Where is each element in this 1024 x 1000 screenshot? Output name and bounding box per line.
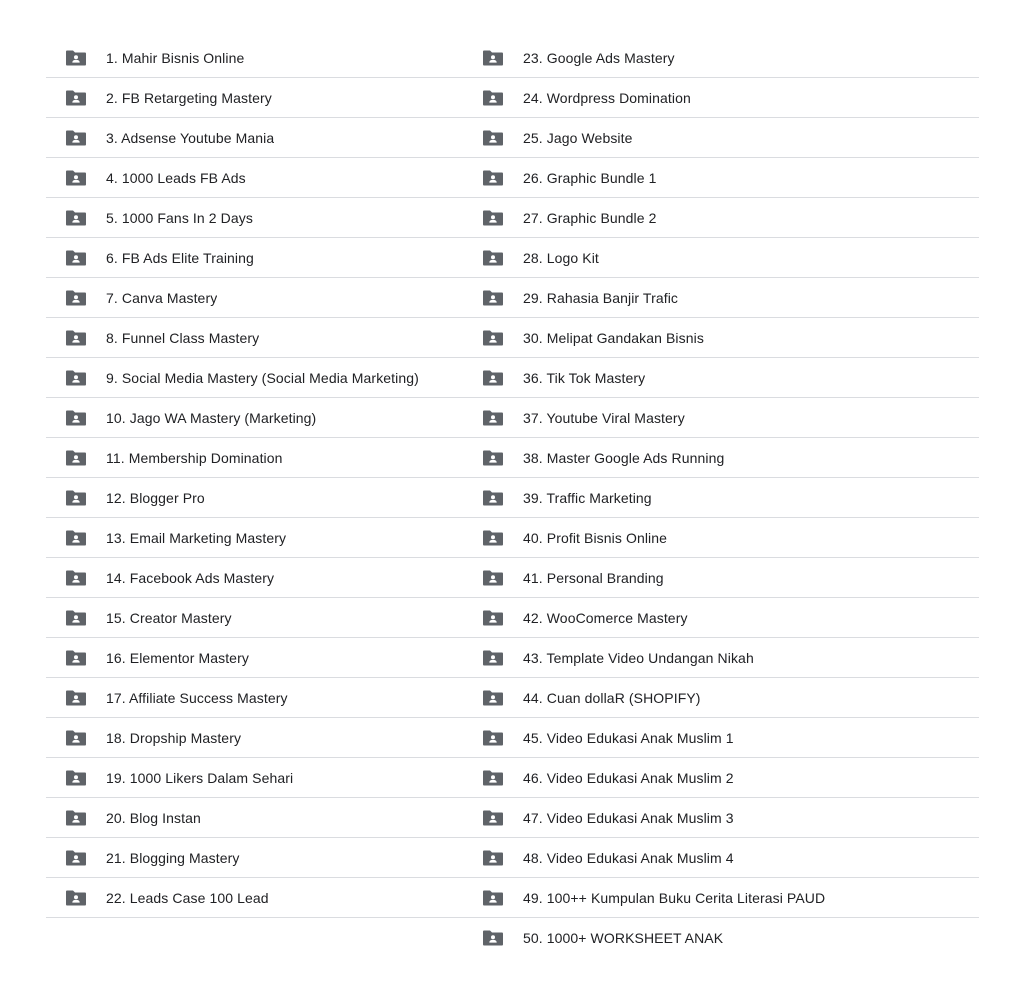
shared-folder-icon bbox=[65, 90, 87, 106]
folder-name: 9. Social Media Mastery (Social Media Marketing) bbox=[106, 369, 419, 386]
folder-row[interactable] bbox=[46, 398, 464, 438]
folder-name: 25. Jago Website bbox=[523, 129, 633, 146]
folder-row[interactable] bbox=[46, 558, 464, 598]
folder-name: 42. WooComerce Mastery bbox=[523, 609, 688, 626]
folder-row[interactable] bbox=[463, 678, 979, 718]
folder-name: 7. Canva Mastery bbox=[106, 289, 218, 306]
folder-name: 5. 1000 Fans In 2 Days bbox=[106, 209, 253, 226]
folder-row[interactable] bbox=[46, 358, 464, 398]
folder-row[interactable] bbox=[463, 398, 979, 438]
shared-folder-icon bbox=[65, 370, 87, 386]
folder-name: 2. FB Retargeting Mastery bbox=[106, 89, 272, 106]
folder-row[interactable] bbox=[463, 118, 979, 158]
folder-name: 24. Wordpress Domination bbox=[523, 89, 691, 106]
folder-name: 29. Rahasia Banjir Trafic bbox=[523, 289, 679, 306]
folder-list-right bbox=[463, 38, 979, 958]
folder-row[interactable] bbox=[46, 518, 464, 558]
shared-folder-icon bbox=[482, 170, 504, 186]
folder-row[interactable] bbox=[463, 638, 979, 678]
folder-name: 16. Elementor Mastery bbox=[106, 649, 249, 666]
folder-row[interactable] bbox=[46, 678, 464, 718]
folder-name: 37. Youtube Viral Mastery bbox=[523, 409, 685, 426]
folder-name: 50. 1000+ WORKSHEET ANAK bbox=[523, 930, 724, 946]
shared-folder-icon bbox=[482, 490, 504, 506]
folder-name: 39. Traffic Marketing bbox=[523, 489, 652, 506]
folder-row[interactable] bbox=[46, 878, 464, 918]
folder-row[interactable] bbox=[463, 78, 979, 118]
folder-name: 11. Membership Domination bbox=[106, 449, 283, 466]
shared-folder-icon bbox=[482, 570, 504, 586]
folder-name: 14. Facebook Ads Mastery bbox=[106, 569, 275, 586]
shared-folder-icon bbox=[65, 770, 87, 786]
folder-row[interactable] bbox=[46, 638, 464, 678]
shared-folder-icon bbox=[65, 890, 87, 906]
shared-folder-icon bbox=[482, 370, 504, 386]
shared-folder-icon bbox=[65, 50, 87, 66]
folder-name: 18. Dropship Mastery bbox=[106, 729, 242, 746]
folder-name: 46. Video Edukasi Anak Muslim 2 bbox=[523, 769, 734, 786]
shared-folder-icon bbox=[482, 730, 504, 746]
shared-folder-icon bbox=[65, 570, 87, 586]
shared-folder-icon bbox=[65, 690, 87, 706]
folder-row[interactable] bbox=[46, 478, 464, 518]
folder-row[interactable] bbox=[46, 598, 464, 638]
shared-folder-icon bbox=[482, 410, 504, 426]
folder-row[interactable] bbox=[463, 278, 979, 318]
folder-row[interactable] bbox=[463, 478, 979, 518]
shared-folder-icon bbox=[482, 90, 504, 106]
shared-folder-icon bbox=[482, 210, 504, 226]
shared-folder-icon bbox=[65, 810, 87, 826]
shared-folder-icon bbox=[65, 530, 87, 546]
folder-row[interactable] bbox=[463, 318, 979, 358]
folder-name: 1. Mahir Bisnis Online bbox=[106, 49, 245, 66]
folder-name: 30. Melipat Gandakan Bisnis bbox=[523, 329, 704, 346]
folder-name: 17. Affiliate Success Mastery bbox=[106, 689, 288, 706]
shared-folder-icon bbox=[482, 690, 504, 706]
folder-name: 40. Profit Bisnis Online bbox=[523, 529, 668, 546]
shared-folder-icon bbox=[482, 850, 504, 866]
folder-row[interactable] bbox=[46, 118, 464, 158]
shared-folder-icon bbox=[65, 290, 87, 306]
folder-row[interactable] bbox=[463, 38, 979, 78]
shared-folder-icon bbox=[482, 770, 504, 786]
folder-list-left bbox=[46, 38, 464, 918]
shared-folder-icon bbox=[482, 250, 504, 266]
folder-row[interactable] bbox=[46, 718, 464, 758]
folder-row[interactable] bbox=[463, 718, 979, 758]
folder-row[interactable] bbox=[463, 358, 979, 398]
shared-folder-icon bbox=[482, 50, 504, 66]
folder-name: 45. Video Edukasi Anak Muslim 1 bbox=[523, 729, 734, 746]
folder-row[interactable] bbox=[46, 238, 464, 278]
shared-folder-icon bbox=[482, 330, 504, 346]
folder-name: 28. Logo Kit bbox=[523, 249, 599, 266]
folder-name: 43. Template Video Undangan Nikah bbox=[523, 649, 754, 666]
folder-name: 3. Adsense Youtube Mania bbox=[106, 129, 275, 146]
shared-folder-icon bbox=[65, 450, 87, 466]
folder-name: 49. 100++ Kumpulan Buku Cerita Literasi PAUD bbox=[523, 889, 826, 906]
folder-row[interactable] bbox=[46, 278, 464, 318]
folder-row[interactable] bbox=[46, 198, 464, 238]
folder-name: 26. Graphic Bundle 1 bbox=[523, 169, 657, 186]
folder-name: 21. Blogging Mastery bbox=[106, 849, 240, 866]
shared-folder-icon bbox=[482, 930, 504, 946]
folder-row[interactable] bbox=[463, 878, 979, 918]
folder-name: 4. 1000 Leads FB Ads bbox=[106, 169, 246, 186]
folder-row[interactable] bbox=[463, 198, 979, 238]
folder-name: 27. Graphic Bundle 2 bbox=[523, 209, 657, 226]
shared-folder-icon bbox=[65, 850, 87, 866]
folder-row[interactable] bbox=[463, 758, 979, 798]
folder-row[interactable] bbox=[463, 598, 979, 638]
folder-name: 44. Cuan dollaR (SHOPIFY) bbox=[523, 689, 701, 706]
shared-folder-icon bbox=[65, 610, 87, 626]
folder-row[interactable] bbox=[463, 558, 979, 598]
shared-folder-icon bbox=[65, 410, 87, 426]
shared-folder-icon bbox=[482, 290, 504, 306]
folder-name: 10. Jago WA Mastery (Marketing) bbox=[106, 409, 317, 426]
folder-name: 12. Blogger Pro bbox=[106, 489, 205, 506]
shared-folder-icon bbox=[65, 650, 87, 666]
shared-folder-icon bbox=[65, 330, 87, 346]
folder-row[interactable] bbox=[463, 438, 979, 478]
folder-row[interactable] bbox=[46, 78, 464, 118]
shared-folder-icon bbox=[65, 250, 87, 266]
folder-row[interactable] bbox=[463, 158, 979, 198]
folder-row[interactable] bbox=[463, 238, 979, 278]
folder-name: 48. Video Edukasi Anak Muslim 4 bbox=[523, 849, 734, 866]
folder-name: 22. Leads Case 100 Lead bbox=[106, 889, 269, 906]
shared-folder-icon bbox=[65, 210, 87, 226]
shared-folder-icon bbox=[65, 490, 87, 506]
folder-name: 41. Personal Branding bbox=[523, 569, 664, 586]
shared-folder-icon bbox=[482, 810, 504, 826]
folder-row[interactable] bbox=[463, 918, 979, 958]
folder-row[interactable] bbox=[46, 318, 464, 358]
folder-row[interactable] bbox=[46, 798, 464, 838]
folder-name: 8. Funnel Class Mastery bbox=[106, 329, 260, 346]
shared-folder-icon bbox=[482, 610, 504, 626]
shared-folder-icon bbox=[482, 890, 504, 906]
folder-name: 6. FB Ads Elite Training bbox=[106, 249, 254, 266]
folder-row[interactable] bbox=[46, 438, 464, 478]
shared-folder-icon bbox=[65, 130, 87, 146]
folder-row[interactable] bbox=[46, 758, 464, 798]
folder-row[interactable] bbox=[463, 518, 979, 558]
folder-row[interactable] bbox=[463, 838, 979, 878]
folder-row[interactable] bbox=[46, 838, 464, 878]
folder-row[interactable] bbox=[46, 158, 464, 198]
shared-folder-icon bbox=[65, 170, 87, 186]
shared-folder-icon bbox=[482, 650, 504, 666]
shared-folder-icon bbox=[482, 450, 504, 466]
folder-row[interactable] bbox=[46, 38, 464, 78]
folder-name: 20. Blog Instan bbox=[106, 809, 201, 826]
folder-name: 19. 1000 Likers Dalam Sehari bbox=[106, 769, 294, 786]
folder-name: 15. Creator Mastery bbox=[106, 609, 232, 626]
shared-folder-icon bbox=[482, 130, 504, 146]
folder-row[interactable] bbox=[463, 798, 979, 838]
folder-name: 23. Google Ads Mastery bbox=[523, 49, 675, 66]
shared-folder-icon bbox=[65, 730, 87, 746]
folder-name: 13. Email Marketing Mastery bbox=[106, 529, 287, 546]
folder-name: 38. Master Google Ads Running bbox=[523, 449, 725, 466]
folder-name: 47. Video Edukasi Anak Muslim 3 bbox=[523, 809, 734, 826]
shared-folder-icon bbox=[482, 530, 504, 546]
folder-name: 36. Tik Tok Mastery bbox=[523, 369, 646, 386]
